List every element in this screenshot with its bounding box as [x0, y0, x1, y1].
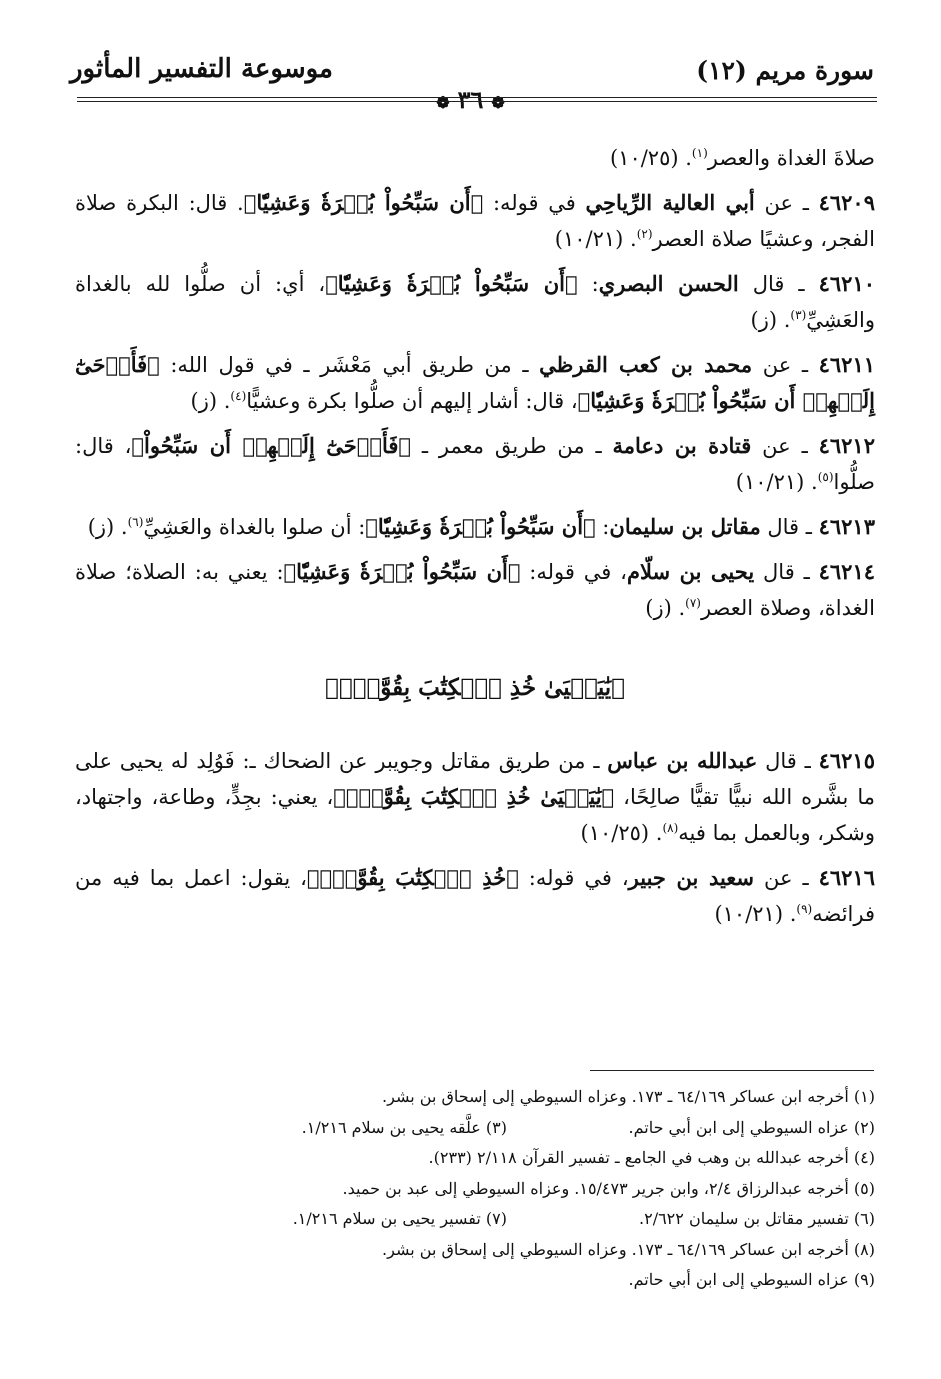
narration-46215: ٤٦٢١٥ ـ قال عبدالله بن عباس ـ من طريق مقاتل وجويبر عن الضحاك ـ: فَوُلِد له يحيى على ما بشَّره الله نبيًّا تقيًّا صالِحًا، ﴿يَٰيَحۡيَىٰ خُذِ ٱلۡكِتَٰبَ بِقُوَّةٖۖ﴾، يعني: بجِدٍّ، وطاعة، واجتهاد، وشكر، وبالعمل بما فيه$^{(٨)}$. (١٠/٢٥) [75, 748, 875, 845]
narration-46216: ٤٦٢١٦ ـ عن سعيد بن جبير، في قوله: ﴿خُذِ ٱلۡكِتَٰبَ بِقُوَّةٖۖ﴾، يقول: اعمل بما فيه من فرائضه$^{(٩)}$. (١٠/٢١) [75, 865, 876, 926]
narration-46210: ٤٦٢١٠ ـ قال الحسن البصري: ﴿أَن سَبِّحُواْ بُكۡرَةٗ وَعَشِيّٗا﴾، أي: أن صلُّوا لله بالغداة والعَشِيِّ$^{(٣)}$. (ز) [75, 271, 876, 332]
paragraph-continuation: صلاةَ الغداة والعصر$^{(١)}$. (١٠/٢٥) [609, 146, 875, 170]
header-rule [77, 97, 877, 98]
footnote-7: (٧) تفسير يحيى بن سلام ١/٢١٦. [292, 1209, 507, 1228]
footnote-5: (٥) أخرجه عبدالرزاق ٢/٤، وابن جرير ١٥/٤٧٣. وعزاه السيوطي إلى عبد بن حميد. [342, 1178, 875, 1198]
footnote-9: (٩) عزاه السيوطي إلى ابن أبي حاتم. [628, 1270, 875, 1289]
narration-46213: ٤٦٢١٣ ـ قال مقاتل بن سليمان: ﴿أَن سَبِّحُواْ بُكۡرَةٗ وَعَشِيّٗا﴾: أن صلوا بالغداة والعَشِيِّ$^{(٦)}$. (ز) [87, 514, 875, 539]
narration-46214: ٤٦٢١٤ ـ قال يحيى بن سلّام، في قوله: ﴿أَن سَبِّحُواْ بُكۡرَةٗ وَعَشِيّٗا﴾: يعني به: الصلاة؛ صلاة الغداة، وصلاة العصر$^{(٧)}$. (ز) [75, 559, 876, 620]
book-title: موسوعة التفسير المأثور [70, 54, 333, 84]
footnote-8: (٨) أخرجه ابن عساكر ٦٤/١٦٩ ـ ١٧٣. وعزاه السيوطي إلى إسحاق بن بشر. [382, 1239, 875, 1259]
narration-46209: ٤٦٢٠٩ ـ عن أبي العالية الرِّياحِي في قوله: ﴿أَن سَبِّحُواْ بُكۡرَةٗ وَعَشِيّٗا﴾. قال: البكرة صلاة الفجر، وعشيًا صلاة العصر$^{(٢)}$. (١٠/٢١) [75, 190, 875, 251]
main-text [75, 140, 875, 941]
verse-heading: ﴿يَٰيَحۡيَىٰ خُذِ ٱلۡكِتَٰبَ بِقُوَّةٖۖ﴾ [325, 674, 625, 701]
footnotes [75, 1082, 875, 1296]
narration-46212: ٤٦٢١٢ ـ عن قتادة بن دعامة ـ من طريق معمر ـ ﴿فَأَوۡحَىٰٓ إِلَيۡهِمۡ أَن سَبِّحُواْ﴾، قال: صلُّوا$^{(٥)}$. (١٠/٢١) [75, 433, 875, 494]
footnote-row-6-7 [75, 1204, 875, 1235]
footnote-2: (٢) عزاه السيوطي إلى ابن أبي حاتم. [628, 1117, 875, 1137]
footnote-3: (٣) علَّقه يحيى بن سلام ١/٢١٦. [301, 1117, 507, 1137]
narration-46211: ٤٦٢١١ ـ عن محمد بن كعب القرظي ـ من طريق أبي مَعْشَر ـ في قول الله: ﴿فَأَوۡحَىٰٓ إِلَيۡهِمۡ أَن سَبِّحُواْ بُكۡرَةٗ وَعَشِيّٗا﴾، قال: أشار إليهم أن صلُّوا بكرة وعشيًّا$^{(٤)}$. (ز) [75, 352, 876, 413]
footnote-6: (٦) تفسير مقاتل بن سليمان ٢/٦٢٢. [639, 1209, 875, 1228]
footnote-1: (١) أخرجه ابن عساكر ٦٤/١٦٩ ـ ١٧٣. وعزاه السيوطي إلى إسحاق بن بشر. [382, 1087, 875, 1106]
ornament-icon: ❁ [436, 93, 450, 112]
header-rule [77, 101, 877, 102]
footnote-separator [590, 1070, 874, 1071]
page-number-row [0, 85, 941, 114]
footnote-row-2-3 [75, 1113, 875, 1144]
footnote-4: (٤) أخرجه عبدالله بن وهب في الجامع ـ تفسير القرآن ٢/١١٨ (٢٣٣). [428, 1148, 875, 1167]
ornament-icon: ❁ [491, 93, 505, 112]
surah-title: سورة مريم (١٢) [696, 56, 874, 85]
page-number: ٣٦ [457, 85, 484, 114]
